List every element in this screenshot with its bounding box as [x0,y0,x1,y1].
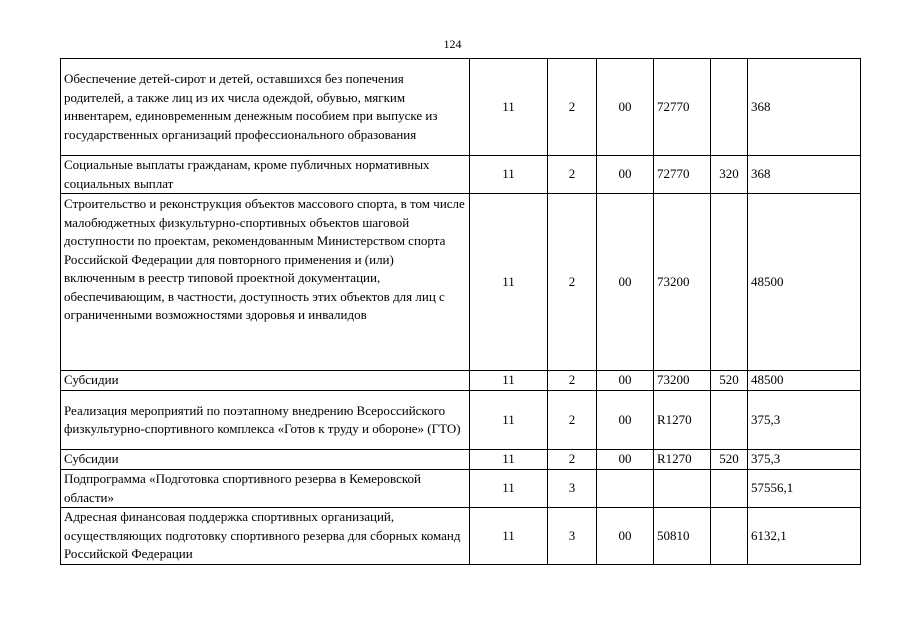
program-code: 00 [597,508,654,565]
subsection-code: 2 [548,194,597,371]
expense-type-code: 320 [711,156,748,194]
page-number: 124 [443,37,462,51]
section-code: 11 [470,508,548,565]
subsection-code: 3 [548,470,597,508]
article-code: R1270 [654,391,711,450]
program-code: 00 [597,156,654,194]
article-code [654,470,711,508]
amount: 368 [748,156,861,194]
section-code: 11 [470,194,548,371]
amount: 375,3 [748,391,861,450]
row-description: Обеспечение детей-сирот и детей, оставшихся без попечения родителей, а также лиц из их числа одеждой, обувью, мягким инвентарем, единовременным денежным пособием при выпуске из государственных организаций профессионального образования [61,59,470,156]
amount: 368 [748,59,861,156]
subsection-code: 2 [548,450,597,470]
row-description: Социальные выплаты гражданам, кроме публичных нормативных социальных выплат [61,156,470,194]
table-row [61,450,861,470]
section-code: 11 [470,156,548,194]
row-description: Субсидии [61,450,470,470]
expense-type-code [711,194,748,371]
expense-type-code [711,470,748,508]
amount: 375,3 [748,450,861,470]
article-code: 72770 [654,59,711,156]
row-description: Адресная финансовая поддержка спортивных организаций, осуществляющих подготовку спортивного резерва для сборных команд Российской Федерации [61,508,470,565]
amount: 48500 [748,194,861,371]
section-code: 11 [470,450,548,470]
section-code: 11 [470,59,548,156]
table-row [61,156,861,194]
table-row [61,391,861,450]
program-code: 00 [597,371,654,391]
row-description: Строительство и реконструкция объектов массового спорта, в том числе малобюджетных физкультурно-спортивных объектов шаговой доступности по проектам, рекомендованным Министерством спорта Российской Федерации для повторного применения и (или) включенным в реестр типовой проектной документации, обеспечивающим, в частности, доступность этих объектов для лиц с ограниченными возможностями здоровья и инвалидов [61,194,470,371]
expense-type-code [711,59,748,156]
amount: 57556,1 [748,470,861,508]
expense-type-code [711,391,748,450]
article-code: 72770 [654,156,711,194]
expense-type-code [711,508,748,565]
program-code: 00 [597,450,654,470]
article-code: 73200 [654,371,711,391]
expense-type-code: 520 [711,450,748,470]
program-code: 00 [597,391,654,450]
amount: 6132,1 [748,508,861,565]
section-code: 11 [470,371,548,391]
program-code [597,470,654,508]
article-code: R1270 [654,450,711,470]
table-row [61,194,861,371]
subsection-code: 2 [548,391,597,450]
amount: 48500 [748,371,861,391]
budget-table [60,58,861,565]
article-code: 73200 [654,194,711,371]
subsection-code: 2 [548,371,597,391]
subsection-code: 2 [548,156,597,194]
program-code: 00 [597,59,654,156]
row-description: Реализация мероприятий по поэтапному внедрению Всероссийского физкультурно-спортивного комплекса «Готов к труду и обороне» (ГТО) [61,391,470,450]
program-code: 00 [597,194,654,371]
subsection-code: 2 [548,59,597,156]
table-row [61,59,861,156]
subsection-code: 3 [548,508,597,565]
expense-type-code: 520 [711,371,748,391]
article-code: 50810 [654,508,711,565]
row-description: Субсидии [61,371,470,391]
table-row [61,508,861,565]
table-row [61,371,861,391]
section-code: 11 [470,391,548,450]
table-row [61,470,861,508]
row-description: Подпрограмма «Подготовка спортивного резерва в Кемеровской области» [61,470,470,508]
section-code: 11 [470,470,548,508]
